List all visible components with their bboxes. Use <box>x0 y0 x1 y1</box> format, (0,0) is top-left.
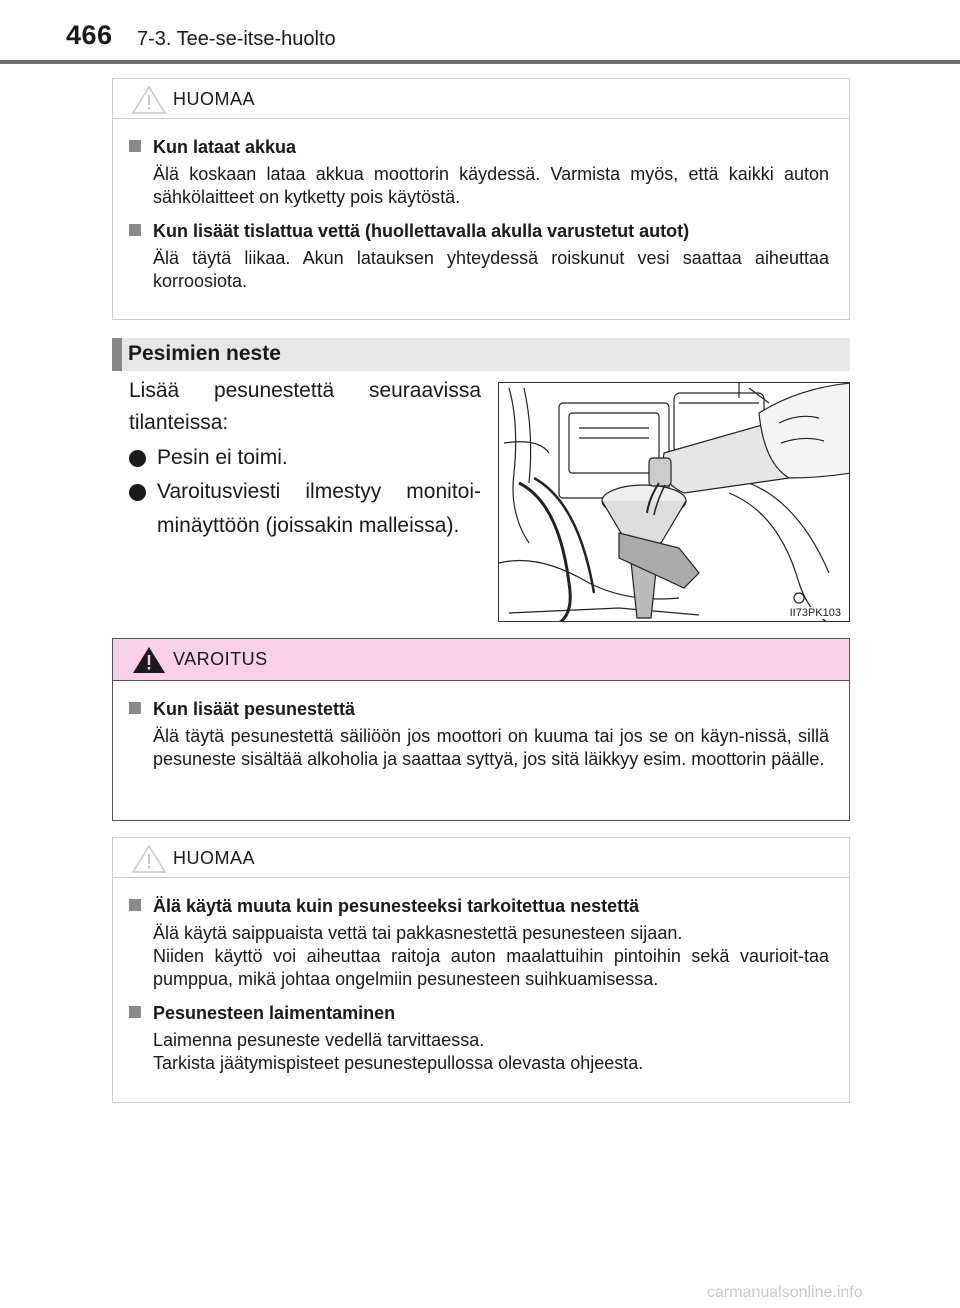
warning-triangle-icon <box>131 645 167 675</box>
square-bullet-icon <box>129 140 141 152</box>
header-rule <box>0 60 960 64</box>
section-heading <box>112 338 850 371</box>
intro-text <box>129 375 481 543</box>
intro-line-1: Lisää pesunestettä seuraavissa <box>129 379 481 402</box>
warning-label: VAROITUS <box>173 649 268 669</box>
notice-header <box>113 838 849 878</box>
notice-header <box>113 79 849 119</box>
notice-item <box>129 135 829 209</box>
item-title: Kun lataat akkua <box>153 137 297 157</box>
item-text: Älä täytä pesunestettä säiliöön jos moottori on kuuma tai jos se on käyn-nissä, sillä pesuneste sisältää alkoholia ja saattaa syttyä, jos sitä läikkyy esim. moottorin päälle. <box>153 726 829 769</box>
notice-item <box>129 894 829 991</box>
bullet-text: Pesin ei toimi. <box>157 446 288 469</box>
notice-box-1 <box>112 78 850 320</box>
washer-fluid-illustration <box>498 382 850 622</box>
round-bullet-icon <box>129 450 146 467</box>
round-bullet-icon <box>129 484 146 501</box>
watermark: carmanualsonline.info <box>707 1284 863 1301</box>
item-text: Älä käytä saippuaista vettä tai pakkasnestettä pesunesteen sijaan. <box>153 923 683 943</box>
illustration-code: II73PK103 <box>789 607 841 619</box>
section-heading-text: Pesimien neste <box>128 342 281 365</box>
bullet-item <box>129 441 481 475</box>
page-header <box>0 0 960 60</box>
bullet-item <box>129 475 481 543</box>
item-text: Älä täytä liikaa. Akun latauksen yhteydessä roiskunut vesi saattaa aiheuttaa korroosiota. <box>153 248 829 291</box>
notice-label: HUOMAA <box>173 848 256 868</box>
section-title: 7-3. Tee-se-itse-huolto <box>137 28 336 50</box>
warning-item <box>129 697 829 771</box>
notice-label: HUOMAA <box>173 89 256 109</box>
notice-box-2 <box>112 837 850 1103</box>
warning-header <box>113 639 849 681</box>
item-title: Älä käytä muuta kuin pesunesteeksi tarkoitettua nestettä <box>153 896 640 916</box>
item-title: Kun lisäät tislattua vettä (huollettavalla akulla varustetut autot) <box>153 221 690 241</box>
bullet-text: Varoitusviesti ilmestyy monitoi- <box>157 480 481 503</box>
item-text: Laimenna pesuneste vedellä tarvittaessa. <box>153 1030 485 1050</box>
caution-triangle-icon <box>131 844 167 874</box>
bullet-text-cont: minäyttöön (joissakin malleissa). <box>157 514 460 537</box>
square-bullet-icon <box>129 224 141 236</box>
page-number: 466 <box>66 20 113 50</box>
engine-bay-drawing <box>499 383 850 622</box>
notice-item <box>129 1001 829 1075</box>
notice-item <box>129 219 829 293</box>
square-bullet-icon <box>129 899 141 911</box>
square-bullet-icon <box>129 702 141 714</box>
item-text: Älä koskaan lataa akkua moottorin käydessä. Varmista myös, että kaikki auton sähkölaitteet on kytketty pois käytöstä. <box>153 164 829 207</box>
intro-line-2: tilanteissa: <box>129 411 229 434</box>
item-text: Niiden käyttö voi aiheuttaa raitoja auton maalattuihin pintoihin sekä vaurioit-taa pumppua, mikä johtaa ongelmiin pesunesteen suihkuamisessa. <box>153 946 829 989</box>
item-title: Kun lisäät pesunestettä <box>153 699 356 719</box>
caution-triangle-icon <box>131 85 167 115</box>
item-text: Tarkista jäätymispisteet pesunestepullossa olevasta ohjeesta. <box>153 1053 644 1073</box>
warning-box <box>112 638 850 821</box>
square-bullet-icon <box>129 1006 141 1018</box>
item-title: Pesunesteen laimentaminen <box>153 1003 396 1023</box>
